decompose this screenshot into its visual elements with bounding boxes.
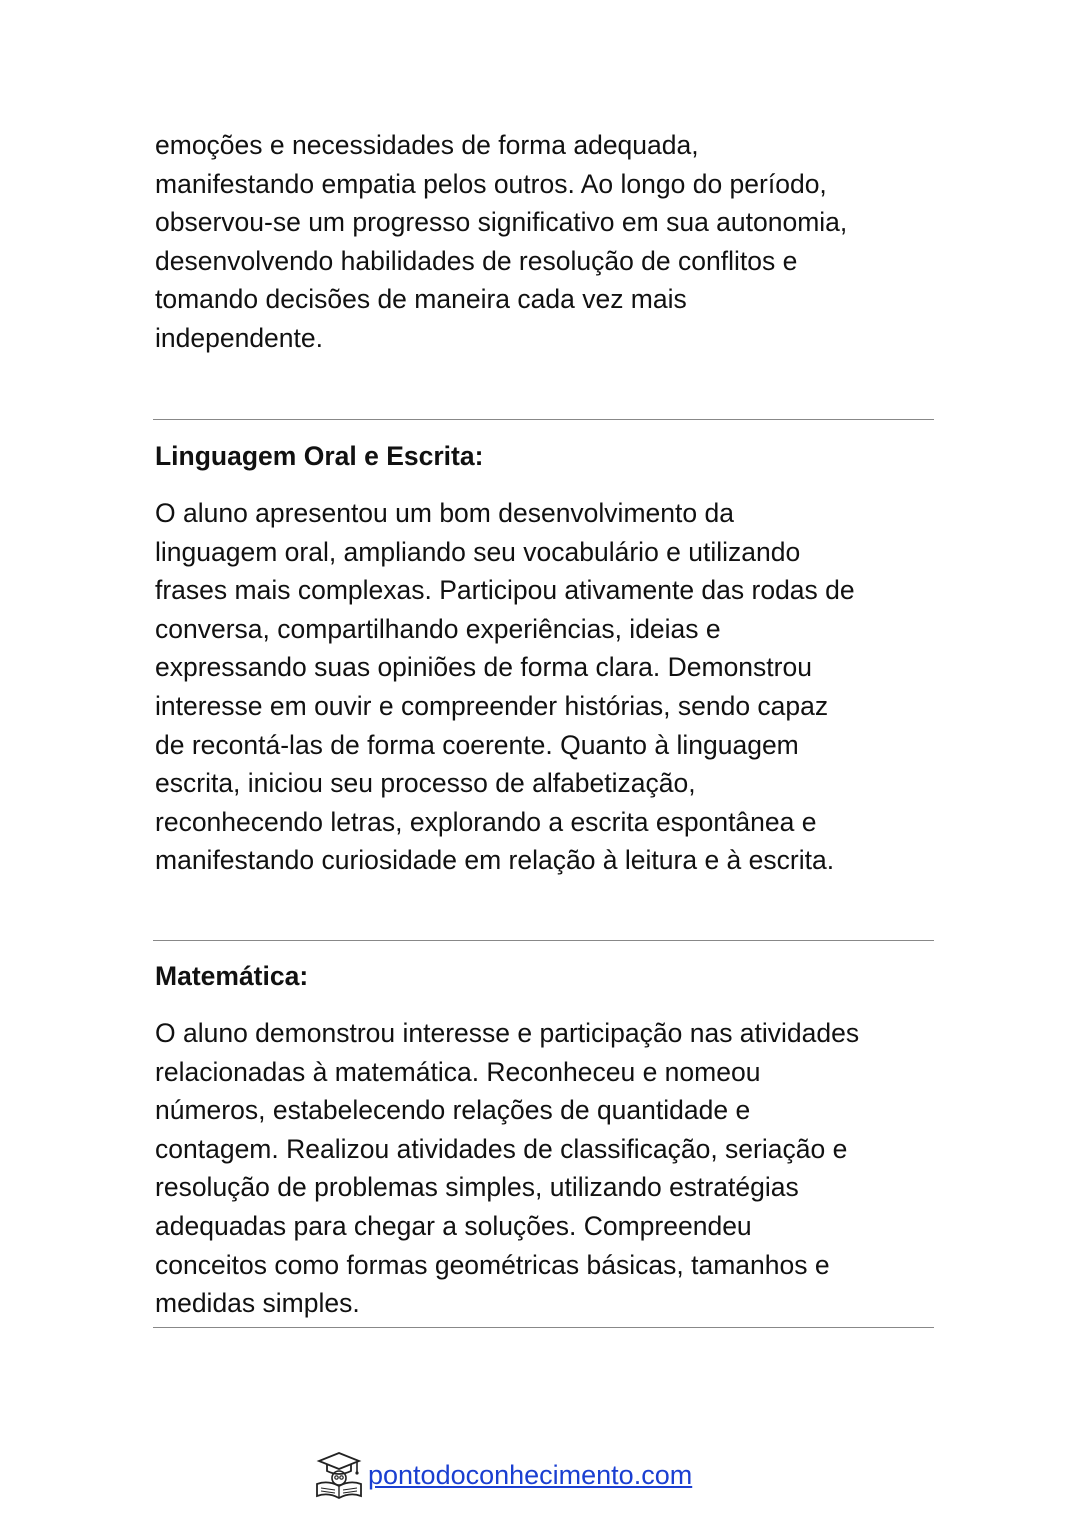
section-body-matematica: O aluno demonstrou interesse e participação nas atividades relacionadas à matemática. Reconheceu e nomeou números, estabelecendo relações de quantidade e contagem. Realizou atividades de classificação, seriação e resolução de problemas simples, utilizando estratégias adequadas para chegar a soluções. Compreendeu conceitos como formas geométricas básicas, tamanhos e medidas simples.: [155, 1018, 860, 1319]
footer: [313, 1450, 692, 1500]
section-divider: [153, 419, 934, 420]
section-divider: [153, 1327, 934, 1328]
graduate-book-icon: [313, 1450, 365, 1500]
section-divider: [153, 940, 934, 941]
section-body-linguagem: O aluno apresentou um bom desenvolvimento da linguagem oral, ampliando seu vocabulário e utilizando frases mais complexas. Participou ativamente das rodas de conversa, compartilhando experiências, ideias e expressando suas opiniões de forma clara. Demonstrou interesse em ouvir e compreender histórias, sendo capaz de recontá-las de forma coerente. Quanto à linguagem escrita, iniciou seu processo de alfabetização, reconhecendo letras, explorando a escrita espontânea e manifestando curiosidade em relação à leitura e à escrita.: [155, 498, 855, 876]
section-heading-linguagem: Linguagem Oral e Escrita:: [155, 441, 484, 471]
intro-paragraph: emoções e necessidades de forma adequada, manifestando empatia pelos outros. Ao longo do período, observou-se um progresso significativo em sua autonomia, desenvolvendo habilidades de resolução de conflitos e tomando decisões de maneira cada vez mais independente.: [155, 130, 848, 353]
footer-website-link[interactable]: pontodoconhecimento.com: [368, 1459, 693, 1490]
section-heading-matematica: Matemática:: [155, 961, 309, 991]
